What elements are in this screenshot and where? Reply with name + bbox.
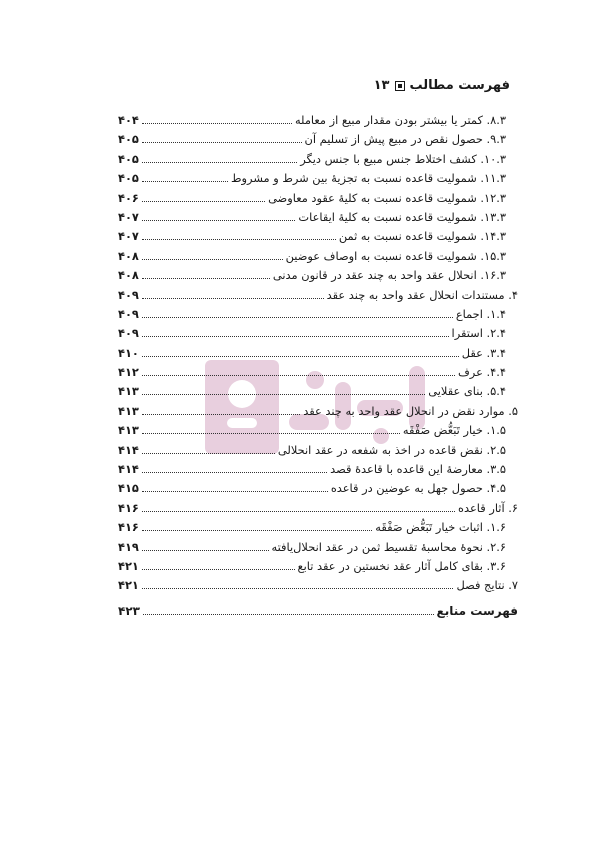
toc-entry[interactable]: [118, 520, 520, 539]
toc-entry-title: ۴.۵. حصول جهل به عوضین در قاعده: [330, 481, 506, 496]
toc-leader-dots: [142, 290, 324, 299]
toc-entry[interactable]: [118, 423, 520, 442]
toc-entry-title: ۳.۵. معارضهٔ این قاعده با قاعدهٔ قصد: [330, 462, 506, 477]
toc-entry-page: ۴۰۴: [118, 113, 139, 127]
toc-entry[interactable]: [118, 152, 520, 171]
toc-entry-title: ۶. آثار قاعده: [458, 500, 518, 515]
toc-entry[interactable]: [118, 365, 520, 384]
toc-leader-dots: [142, 561, 295, 570]
toc-entry[interactable]: [118, 540, 520, 559]
toc-entry-page: ۴۰۵: [118, 171, 139, 186]
toc-entry-title: ۵.۴. بنای عقلایی: [428, 384, 506, 399]
toc-entry[interactable]: [118, 404, 520, 423]
toc-leader-dots: [142, 134, 302, 143]
toc-entry[interactable]: [118, 307, 520, 326]
toc-entry-title: ۱.۶. اثبات خیار تَبَعُّض صَفْقَه: [375, 520, 506, 535]
toc-entry-title: ۱۲.۳. شمولیت قاعده نسبت به کلیهٔ عقود معاوضی: [268, 190, 506, 205]
toc-entry-page: ۴۲۱: [118, 558, 139, 573]
toc-entry[interactable]: [118, 604, 520, 623]
toc-entry-page: ۴۱۹: [118, 539, 139, 554]
toc-leader-dots: [142, 212, 296, 221]
toc-entry[interactable]: [118, 288, 520, 307]
toc-entry[interactable]: [118, 249, 520, 268]
toc-entry[interactable]: [118, 443, 520, 462]
toc-entry[interactable]: [118, 346, 520, 365]
toc-leader-dots: [142, 309, 453, 318]
table-of-contents: [118, 113, 520, 623]
toc-entry-title: ۹.۳. حصول نقص در مبیع پیش از تسلیم آن: [304, 132, 506, 147]
toc-entry[interactable]: [118, 578, 520, 597]
toc-entry-page: ۴۱۶: [118, 520, 139, 535]
toc-leader-dots: [142, 406, 300, 415]
toc-entry-page: ۴۰۹: [118, 287, 139, 302]
toc-entry-page: ۴۰۸: [118, 268, 139, 283]
toc-leader-dots: [142, 270, 270, 279]
toc-entry-page: ۴۰۶: [118, 190, 139, 205]
toc-entry-page: ۴۱۳: [118, 423, 139, 438]
toc-entry-title: ۱۳.۳. شمولیت قاعده نسبت به کلیهٔ ایقاعات: [298, 209, 506, 224]
toc-entry-title: ۴.۴. عرف: [458, 365, 506, 380]
toc-entry[interactable]: [118, 191, 520, 210]
toc-leader-dots: [142, 522, 372, 531]
toc-entry-title: ۲.۶. نحوهٔ محاسبهٔ تقسیط ثمن در عقد انحلال‌یافته: [271, 539, 506, 554]
toc-leader-dots: [142, 231, 336, 240]
toc-entry-title: ۳.۴. عقل: [461, 345, 506, 360]
toc-entry-title: ۱۶.۳. انحلال عقد واحد به چند عقد در قانون مدنی: [272, 268, 506, 283]
toc-entry-page: ۴۱۳: [118, 403, 139, 418]
toc-entry-page: ۴۱۴: [118, 442, 139, 457]
toc-entry-page: ۴۰۷: [118, 229, 139, 244]
toc-entry-page: ۴۰۵: [118, 132, 139, 147]
toc-entry-title: ۱.۴. اجماع: [455, 306, 506, 321]
toc-entry-title: ۲.۵. نقض قاعده در اخذ به شفعه در عقد انحلالی: [277, 442, 506, 457]
square-bullet-icon: [395, 81, 405, 91]
toc-entry-page: ۴۱۵: [118, 481, 139, 496]
toc-leader-dots: [142, 193, 265, 202]
toc-entry-title: ۸.۳. کمتر یا بیشتر بودن مقدار مبیع از معامله: [294, 113, 506, 127]
toc-entry[interactable]: [118, 384, 520, 403]
running-header: [374, 78, 510, 93]
toc-entry-title: ۱۵.۳. شمولیت قاعده نسبت به اوصاف عوضین: [285, 248, 506, 263]
toc-entry-page: ۴۰۷: [118, 209, 139, 224]
header-title: فهرست مطالب: [409, 78, 510, 93]
toc-leader-dots: [142, 445, 275, 454]
toc-entry-page: ۴۲۱: [118, 578, 139, 593]
toc-entry[interactable]: [118, 171, 520, 190]
toc-entry-page: ۴۱۴: [118, 462, 139, 477]
toc-entry[interactable]: [118, 229, 520, 248]
toc-leader-dots: [142, 328, 449, 337]
toc-leader-dots: [142, 115, 292, 124]
toc-leader-dots: [142, 425, 400, 434]
toc-entry[interactable]: [118, 210, 520, 229]
toc-entry-title: ۱.۵. خیار تَبَعُّض صَفْقَه: [402, 423, 506, 438]
toc-entry-title: ۱۴.۳. شمولیت قاعده نسبت به ثمن: [338, 229, 506, 244]
toc-entry[interactable]: [118, 462, 520, 481]
toc-entry-page: ۴۱۶: [118, 500, 139, 515]
toc-entry-title: ۲.۴. استقرا: [451, 326, 506, 341]
toc-leader-dots: [142, 348, 459, 357]
toc-entry-page: ۴۱۳: [118, 384, 139, 399]
toc-leader-dots: [142, 542, 269, 551]
toc-entry[interactable]: [118, 326, 520, 345]
toc-entry-title: ۵. موارد نقض در انحلال عقد واحد به چند عقد: [303, 403, 518, 418]
toc-entry[interactable]: [118, 113, 520, 132]
toc-leader-dots: [143, 606, 434, 615]
toc-entry-title: ۱۰.۳. کشف اختلاط جنس مبیع با جنس دیگر: [300, 151, 506, 166]
toc-entry-page: ۴۲۳: [118, 603, 140, 618]
header-page-number: ۱۳: [373, 78, 390, 93]
toc-leader-dots: [142, 503, 455, 512]
toc-entry[interactable]: [118, 559, 520, 578]
toc-entry-page: ۴۱۰: [118, 345, 139, 360]
toc-entry-page: ۴۱۲: [118, 365, 139, 380]
toc-entry-page: ۴۰۹: [118, 306, 139, 321]
toc-entry-page: ۴۰۹: [118, 326, 139, 341]
toc-entry-title: فهرست منابع: [436, 603, 518, 618]
toc-entry-page: ۴۰۵: [118, 151, 139, 166]
toc-entry[interactable]: [118, 501, 520, 520]
toc-entry[interactable]: [118, 268, 520, 287]
toc-entry-title: ۳.۶. بقای کامل آثار عقد نخستین در عقد تابع: [297, 558, 506, 573]
toc-entry-title: ۱۱.۳. شمولیت قاعده نسبت به تجزیهٔ بین شرط و مشروط: [231, 171, 506, 186]
toc-leader-dots: [142, 251, 283, 260]
toc-leader-dots: [142, 173, 228, 182]
toc-leader-dots: [142, 580, 454, 589]
toc-entry-title: ۴. مستندات انحلال عقد واحد به چند عقد: [326, 287, 518, 302]
toc-leader-dots: [142, 154, 297, 163]
toc-leader-dots: [142, 483, 328, 492]
toc-leader-dots: [142, 464, 327, 473]
toc-entry-title: ۷. نتایج فصل: [456, 578, 518, 593]
toc-entry[interactable]: [118, 481, 520, 500]
toc-entry-page: ۴۰۸: [118, 248, 139, 263]
toc-leader-dots: [142, 386, 425, 395]
toc-entry[interactable]: [118, 132, 520, 151]
toc-leader-dots: [142, 367, 455, 376]
